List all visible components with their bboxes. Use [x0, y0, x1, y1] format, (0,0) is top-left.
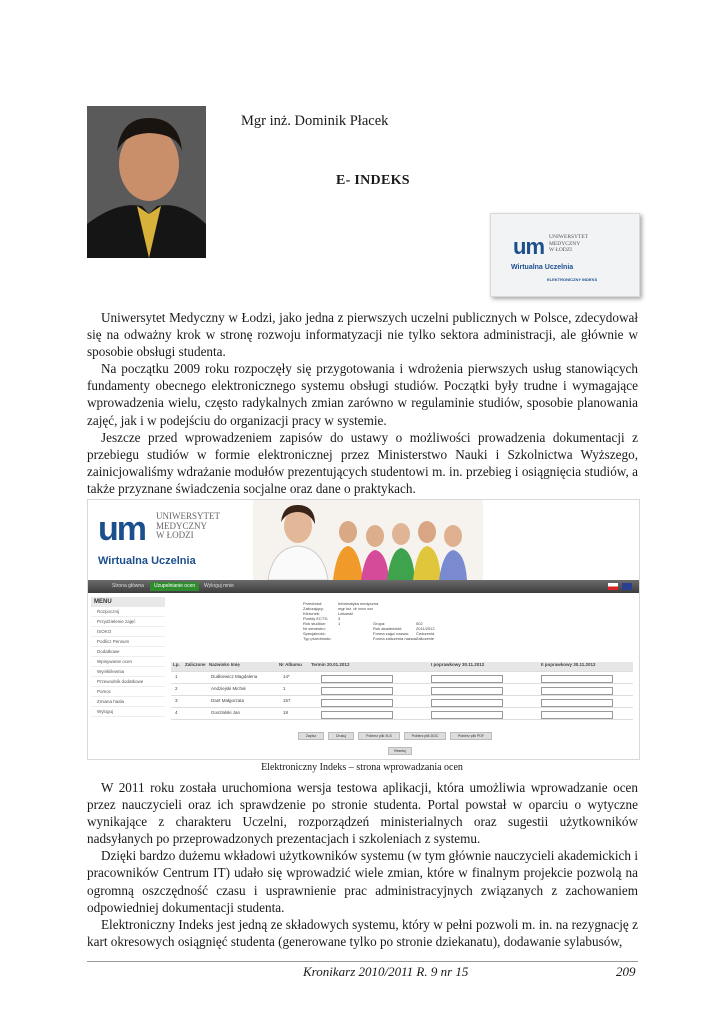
- grade-input[interactable]: [431, 699, 503, 707]
- figure-name-line: UNIWERSYTET: [156, 511, 220, 521]
- paragraph: Dzięki bardzo dużemu wkładowi użytkowników systemu (w tym głównie nauczycieli akademickich i pracowników Centrum IT) udało się wprowadzić wiele zmian, które w finalnym projekcie pozwolą na ogromną oszczędność czasu i usprawnienie prac administracyjnych związanych z zachowaniem odpowiedniej dokumentacji studenta.: [87, 848, 638, 915]
- grade-input[interactable]: [541, 675, 613, 683]
- figure-header-subtitle: Wirtualna Uczelnia: [98, 555, 196, 567]
- grade-input[interactable]: [321, 687, 393, 695]
- menu-item[interactable]: Przydzielenie zajęć: [91, 617, 165, 627]
- info-label: Nr semestru:: [303, 626, 326, 631]
- table-header-row: [171, 662, 633, 672]
- university-logo: [490, 213, 640, 297]
- footer-rule: [87, 961, 638, 962]
- body-text-2: [87, 779, 638, 950]
- paragraph: Jeszcze przed wprowadzeniem zapisów do ustawy o możliwości prowadzenia dokumentacji z przebiegu studiów w formie elektronicznej przez Ministerstwo Nauki i Szkolnictwa Wyższego, zainicjowaliśmy wdrażanie modułów prezentujących studentowi m. in. przebieg i osiągnięcia studiów, a także przyznane świadczenia socjalne oraz dane o praktykach.: [87, 429, 638, 496]
- row-album: 14*: [283, 674, 290, 679]
- course-info-values-2: [416, 621, 435, 641]
- nav-tab-logout[interactable]: Wyloguj mnie: [204, 583, 234, 589]
- row-lp: 3: [175, 698, 178, 703]
- grade-input[interactable]: [541, 699, 613, 707]
- info-label: Grupa:: [373, 621, 386, 626]
- grade-input[interactable]: [321, 711, 393, 719]
- article-title: E- INDEKS: [336, 173, 410, 188]
- grade-input[interactable]: [541, 687, 613, 695]
- author-name: Mgr inż. Dominik Płacek: [241, 113, 389, 129]
- table-row: [171, 686, 633, 696]
- info-value: 2011/2012: [416, 626, 435, 631]
- info-label: Specjalność:: [303, 631, 326, 636]
- figure-um-mark: um: [98, 510, 145, 548]
- figure-header-name: [156, 512, 220, 541]
- column-header: I poprawkowy 30.11.2012: [431, 662, 485, 667]
- figure-name-line: MEDYCZNY: [156, 520, 207, 531]
- menu-item[interactable]: Rozpocznij: [91, 607, 165, 617]
- logo-name-line: MEDYCZNY: [549, 240, 581, 247]
- people-photo: [253, 500, 483, 580]
- body-text-1: [87, 309, 638, 497]
- table-row: [171, 698, 633, 708]
- grade-input[interactable]: [431, 687, 503, 695]
- column-header: Nazwisko Imię: [209, 662, 240, 667]
- info-label: Rok studiów:: [303, 621, 326, 626]
- menu-item[interactable]: ISOKO: [91, 627, 165, 637]
- menu-item[interactable]: Wynikiilewnia: [91, 667, 165, 677]
- nav-tab-home[interactable]: Strona główna: [112, 583, 144, 589]
- paragraph: Uniwersytet Medyczny w Łodzi, jako jedna z pierwszych uczelni publicznych w Polsce, zdecydował się na odważny krok w stronę rozwoju informatyzacji nie tylko sektora administracji, ale głównie w sposobie obsługi studenta.: [87, 310, 638, 360]
- row-lp: 4: [175, 710, 178, 715]
- author-portrait: [87, 106, 206, 258]
- flag-pl-icon[interactable]: [608, 583, 618, 590]
- print-button[interactable]: Drukuj: [328, 732, 354, 740]
- download-doc-button[interactable]: Pobierz plik DOC: [404, 732, 446, 740]
- info-value: Zaliczenie: [416, 636, 435, 641]
- info-label: Forma zajęć nazwa:: [373, 631, 409, 636]
- table-row: [171, 710, 633, 720]
- figure-nav-bar: [88, 580, 639, 593]
- course-info-labels: [303, 601, 331, 641]
- logo-subtitle: Wirtualna Uczelnia: [511, 264, 574, 271]
- column-header: Lp.: [173, 662, 180, 667]
- menu-item[interactable]: Wpisywanie ocen: [91, 657, 165, 667]
- figure-header: [88, 500, 639, 578]
- menu-item[interactable]: Pomoc: [91, 687, 165, 697]
- download-xls-button[interactable]: Pobierz plik XLS: [358, 732, 400, 740]
- page-number: 209: [616, 964, 636, 979]
- grade-input[interactable]: [431, 675, 503, 683]
- row-name: Goszlalski Jan: [211, 710, 241, 715]
- menu-item[interactable]: Dodatkowe: [91, 647, 165, 657]
- info-label: Przedmiot:: [303, 601, 323, 606]
- journal-citation: Kronikarz 2010/2011 R. 9 nr 15: [303, 964, 469, 979]
- logo-name-line: W ŁODZI: [549, 247, 572, 253]
- row-lp: 2: [175, 686, 178, 691]
- paragraph: Elektroniczny Indeks jest jedną ze składowych systemu, który w pełni pozwoli m. in. na rezygnację z kart okresowych osiągnięć studenta (generowane tylko po stronie dziekanatu), dodawanie sylabusów,: [87, 916, 638, 949]
- info-value: Lekarski: [338, 611, 353, 616]
- reset-button[interactable]: Resetuj: [388, 747, 412, 755]
- screenshot-figure: [87, 499, 640, 760]
- flag-en-icon[interactable]: [622, 583, 632, 590]
- grade-input[interactable]: [541, 711, 613, 719]
- logo-name-line: UNIWERSYTET: [549, 234, 589, 240]
- column-header: Zaliczone: [185, 662, 206, 667]
- figure-side-menu: [91, 597, 165, 737]
- row-album: 18: [283, 710, 289, 715]
- figure-caption: Elektroniczny Indeks – strona wprowadzania ocen: [261, 762, 463, 773]
- figure-name-line: W ŁODZI: [156, 530, 194, 540]
- menu-title: MENU: [91, 597, 165, 607]
- info-label: Forma zaliczenia nazwa:: [373, 636, 418, 641]
- menu-item[interactable]: Wyloguj: [91, 707, 165, 717]
- info-label: Punkty ECTS:: [303, 616, 329, 621]
- paragraph: W 2011 roku została uruchomiona wersja testowa aplikacji, która umożliwia wprowadzanie ocen przez nauczycieli oraz ich sprawdzenie po stronie studenta. Portal powstał w oparciu o wytyczne wynikające z charakteru Uczelni, rozporządzeń ministerialnych oraz sugestii użytkowników nadsyłanych po przeprowadzonych prezentacjach i szkoleniach z systemu.: [87, 780, 638, 847]
- um-logo-mark: um: [513, 234, 544, 259]
- info-value: mgr inż. dr xxxx xxx: [338, 606, 374, 611]
- grade-input[interactable]: [321, 699, 393, 707]
- column-header: II poprawkowy 30.11.2012: [541, 662, 596, 667]
- download-pdf-button[interactable]: Pobierz plik PDF: [450, 732, 492, 740]
- row-name: Andziejski Michał: [211, 686, 246, 691]
- info-label: Kierunek:: [303, 611, 320, 616]
- info-label: Zaliczający:: [303, 606, 324, 611]
- course-info-labels-2: [373, 621, 417, 641]
- row-name: Dant Małgorzata: [211, 698, 245, 703]
- row-album: 1: [283, 686, 286, 691]
- logo-name: [549, 234, 588, 254]
- info-label: Typ przedmiotu:: [303, 636, 332, 641]
- menu-item[interactable]: Podlicz Pensum: [91, 637, 165, 647]
- nav-tab-grades[interactable]: Uzupełnianie ocen: [150, 582, 199, 591]
- info-value: 002: [416, 621, 423, 626]
- row-lp: 1: [175, 674, 178, 679]
- menu-item[interactable]: Zmiana hasła: [91, 697, 165, 707]
- info-value: 3: [338, 616, 341, 621]
- info-label: Rok akademicki:: [373, 626, 403, 631]
- table-row: [171, 674, 633, 684]
- paragraph: Na początku 2009 roku rozpoczęły się przygotowania i wdrożenia pierwszych usług stanowiących fundamenty obecnego elektronicznego systemu obsługi studiów. Początki były trudne i wymagające wprowadzenia wielu, często radykalnych zmian zarówno w regulaminie studiów, sposobie planowania zajęć, jak i w podejściu do organizacji pracy w systemie.: [87, 361, 638, 428]
- menu-item[interactable]: Przewodnik dodatkowe: [91, 677, 165, 687]
- save-button[interactable]: Zapisz: [298, 732, 324, 740]
- column-header: Termin 20.01.2012: [311, 662, 350, 667]
- grade-input[interactable]: [431, 711, 503, 719]
- logo-tagline: ELEKTRONICZNY INDEKS: [547, 277, 598, 282]
- row-name: Dudkiewicz Magdalena: [211, 674, 258, 679]
- info-value: Informatyka medyczna: [338, 601, 379, 606]
- info-value: 1: [338, 621, 341, 626]
- column-header: Nr Albumu: [279, 662, 302, 667]
- row-album: 157: [283, 698, 291, 703]
- grade-input[interactable]: [321, 675, 393, 683]
- info-value: Ćwiczenia: [416, 631, 435, 636]
